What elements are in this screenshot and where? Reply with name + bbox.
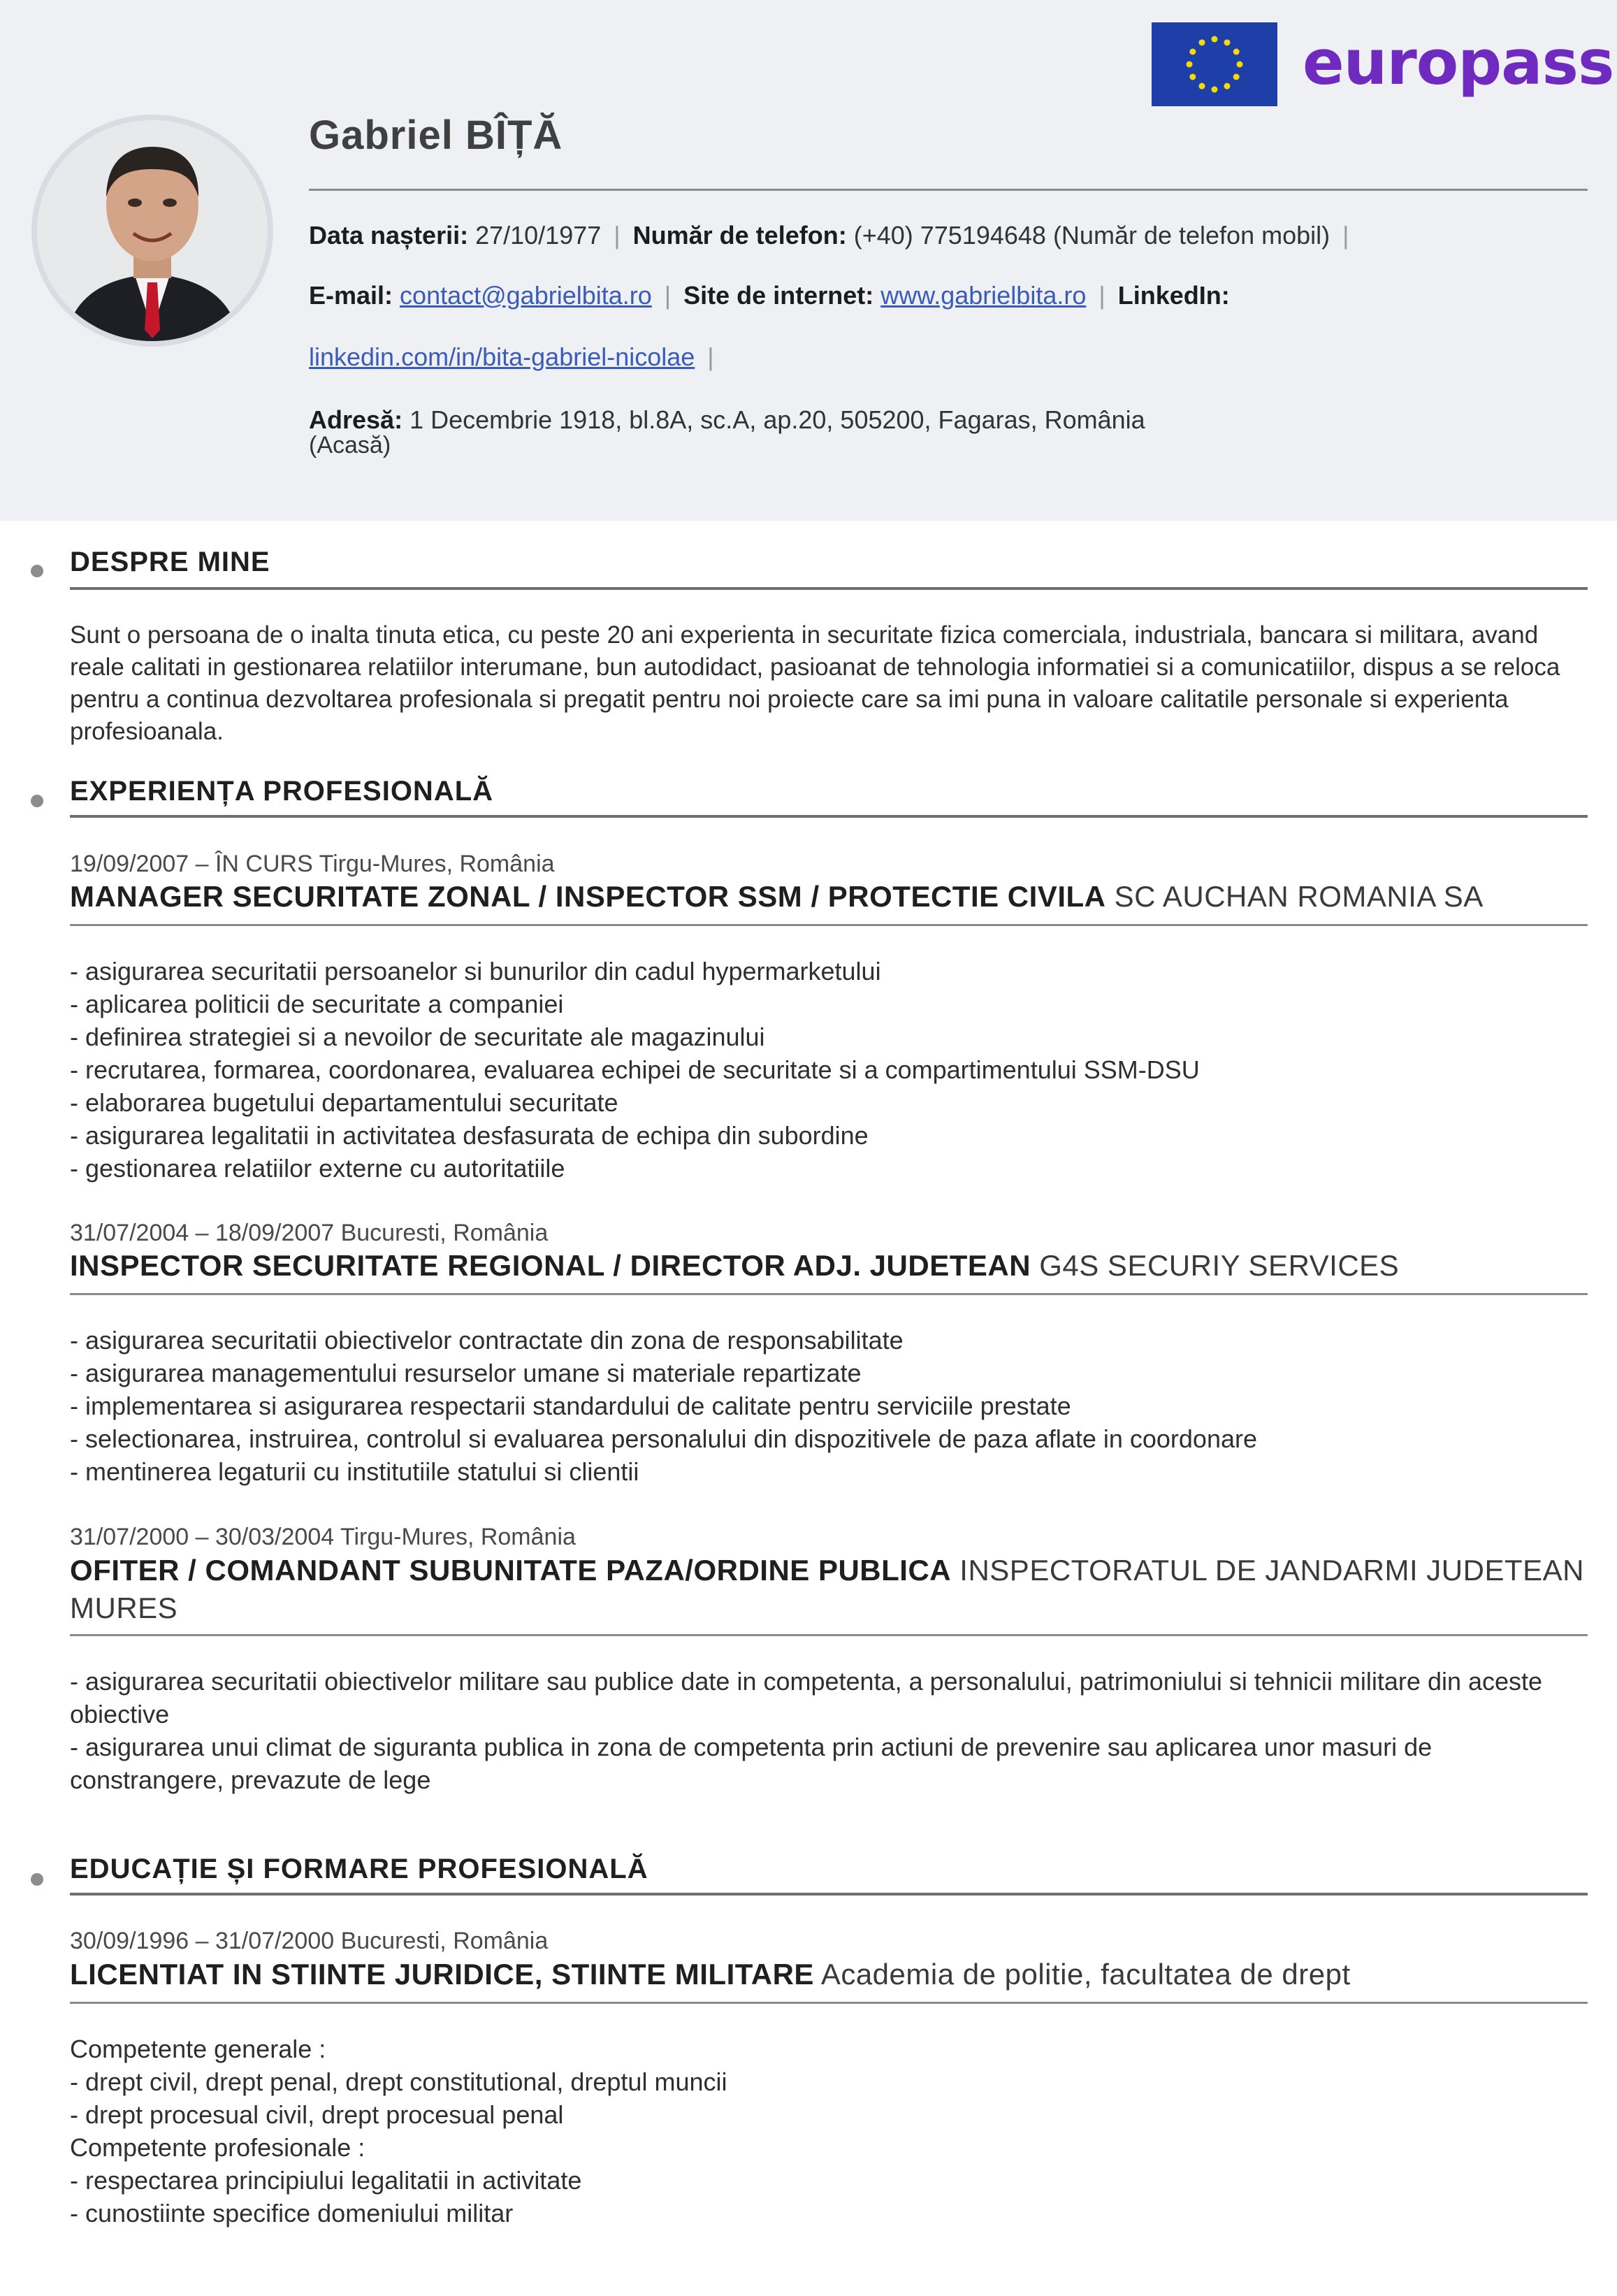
eu-star	[1212, 36, 1218, 43]
section-bullet	[31, 565, 43, 577]
europass-logo-text: europass	[1303, 27, 1614, 99]
contact-line-3	[309, 342, 727, 372]
list-item: Competente profesionale :	[70, 2133, 365, 2162]
section-bullet	[31, 795, 43, 807]
section-bullet	[31, 1873, 43, 1886]
list-item: - asigurarea managementului resurselor umane si materiale repartizate	[70, 1359, 862, 1387]
job-employer: G4S SECURIY SERVICES	[1039, 1249, 1400, 1282]
separator: |	[1342, 221, 1349, 250]
job-role: INSPECTOR SECURITATE REGIONAL / DIRECTOR ADJ. JUDETEAN	[70, 1249, 1031, 1282]
list-item: - drept civil, drept penal, drept constitutional, dreptul muncii	[70, 2067, 727, 2096]
job-role: OFITER / COMANDANT SUBUNITATE PAZA/ORDINE PUBLICA	[70, 1554, 952, 1587]
education-divider	[70, 2002, 1588, 2004]
eu-star	[1187, 62, 1193, 68]
education-title	[70, 1956, 1588, 1993]
list-item: - implementarea si asigurarea respectarii standardului de calitate pentru serviciile prestate	[70, 1392, 1071, 1420]
experience-section-divider	[70, 815, 1588, 818]
education-competences-list	[70, 2033, 1588, 2230]
email-label: E-mail:	[309, 281, 393, 310]
job-duties-list	[70, 1665, 1588, 1796]
eu-star	[1224, 39, 1231, 45]
eu-star	[1212, 87, 1218, 93]
education-institution: Academia de politie, facultatea de drept	[820, 1958, 1351, 1991]
profile-photo	[31, 115, 273, 347]
about-section-title: DESPRE MINE	[70, 547, 270, 577]
job-date: 31/07/2004 – 18/09/2007 Bucuresti, România	[70, 1220, 549, 1246]
eu-star	[1189, 74, 1196, 80]
list-item: - asigurarea unui climat de siguranta publica in zona de competenta prin actiuni de prevenire sau aplicarea unor masuri de constrangere, prevazute de lege	[70, 1733, 1433, 1794]
address-line	[309, 405, 1145, 435]
list-item: - gestionarea relatiilor externe cu autoritatiile	[70, 1154, 565, 1183]
education-section-divider	[70, 1893, 1588, 1896]
list-item: - asigurarea securitatii persoanelor si bunurilor din cadul hypermarketului	[70, 957, 881, 985]
phone-label: Număr de telefon:	[632, 221, 847, 250]
linkedin-label: LinkedIn:	[1117, 281, 1230, 310]
name-divider	[309, 189, 1588, 191]
job-duties-list	[70, 955, 1588, 1185]
job-divider	[70, 1293, 1588, 1295]
list-item: - asigurarea securitatii obiectivelor contractate din zona de responsabilitate	[70, 1326, 904, 1355]
job-duties-list	[70, 1324, 1588, 1488]
education-section-title: EDUCAȚIE ȘI FORMARE PROFESIONALĂ	[70, 1854, 648, 1884]
job-employer: INSPECTORATUL DE JANDARMI JUDETEAN MURES	[70, 1554, 1584, 1624]
address-note: (Acasă)	[309, 432, 391, 459]
list-item: - aplicarea politicii de securitate a companiei	[70, 990, 564, 1018]
eu-star	[1233, 49, 1240, 55]
separator: |	[707, 342, 714, 371]
eu-star	[1224, 83, 1231, 89]
eu-star	[1233, 74, 1240, 80]
eu-star	[1199, 39, 1205, 45]
job-date: 19/09/2007 – ÎN CURS Tirgu-Mures, România	[70, 851, 555, 877]
eu-star	[1199, 83, 1205, 89]
person-name: Gabriel BÎȚĂ	[309, 113, 563, 158]
list-item: - asigurarea legalitatii in activitatea desfasurata de echipa din subordine	[70, 1121, 869, 1150]
separator: |	[664, 281, 672, 310]
list-item: - definirea strategiei si a nevoilor de securitate ale magazinului	[70, 1023, 765, 1051]
job-title	[70, 1247, 1588, 1285]
list-item: - recrutarea, formarea, coordonarea, evaluarea echipei de securitate si a compartimentului SSM-DSU	[70, 1055, 1200, 1084]
about-text: Sunt o persoana de o inalta tinuta etica, cu peste 20 ani experienta in securitate fizica comerciala, industriala, bancara si militara, avand reale calitati in gestionarea relatiilor interumane, bun autodidact, pasioanat de tehnologia informatiei si a comunicatiilor, dispus a se reloca pentru a continua dezvoltarea profesionala si pregatit pentru noi proiecte care sa imi puna in valoare calitatile personale si experienta profesioanala.	[70, 621, 1560, 745]
list-item: - asigurarea securitatii obiectivelor militare sau publice date in competenta, a personalului, patrimoniului si tehnicii militare din aceste obiective	[70, 1667, 1543, 1728]
list-item: - mentinerea legaturii cu institutiile statului si clientii	[70, 1457, 639, 1486]
job-title	[70, 1552, 1588, 1627]
birth-value: 27/10/1977	[475, 221, 602, 250]
separator: |	[614, 221, 621, 250]
email-link[interactable]: contact@gabrielbita.ro	[400, 281, 652, 310]
europass-logo[interactable]	[1152, 22, 1614, 110]
list-item: - respectarea principiului legalitatii in activitate	[70, 2166, 582, 2195]
birth-label: Data nașterii:	[309, 221, 469, 250]
list-item: - selectionarea, instruirea, controlul si evaluarea personalului din dispozitivele de paza aflate in coordonare	[70, 1424, 1257, 1453]
address-label: Adresă:	[309, 405, 403, 434]
person-portrait-icon	[37, 120, 268, 341]
job-date: 31/07/2000 – 30/03/2004 Tirgu-Mures, România	[70, 1524, 576, 1550]
job-divider	[70, 924, 1588, 926]
job-divider	[70, 1634, 1588, 1636]
list-item: - elaborarea bugetului departamentului securitate	[70, 1088, 618, 1117]
separator: |	[1098, 281, 1105, 310]
education-date: 30/09/1996 – 31/07/2000 Bucuresti, România	[70, 1928, 549, 1954]
phone-value[interactable]: (+40) 775194648 (Număr de telefon mobil)	[853, 221, 1330, 250]
job-title	[70, 878, 1588, 916]
contact-line-2	[309, 281, 1230, 310]
website-link[interactable]: www.gabrielbita.ro	[880, 281, 1087, 310]
experience-section-title: EXPERIENȚA PROFESIONALĂ	[70, 776, 494, 807]
address-value: 1 Decembrie 1918, bl.8A, sc.A, ap.20, 505200, Fagaras, România	[409, 405, 1145, 434]
cv-header	[0, 0, 1617, 521]
education-degree: LICENTIAT IN STIINTE JURIDICE, STIINTE MILITARE	[70, 1958, 814, 1991]
job-role: MANAGER SECURITATE ZONAL / INSPECTOR SSM / PROTECTIE CIVILA	[70, 880, 1106, 913]
eu-star	[1189, 49, 1196, 55]
job-employer: SC AUCHAN ROMANIA SA	[1114, 880, 1484, 913]
linkedin-link[interactable]: linkedin.com/in/bita-gabriel-nicolae	[309, 342, 695, 371]
list-item: Competente generale :	[70, 2035, 326, 2063]
about-section-divider	[70, 587, 1588, 590]
list-item: - drept procesual civil, drept procesual penal	[70, 2100, 564, 2129]
website-label: Site de internet:	[683, 281, 874, 310]
contact-line-1	[309, 221, 1361, 250]
eu-flag-icon	[1152, 22, 1277, 106]
eu-star	[1237, 62, 1243, 68]
list-item: - cunostiinte specifice domeniului militar	[70, 2199, 514, 2228]
